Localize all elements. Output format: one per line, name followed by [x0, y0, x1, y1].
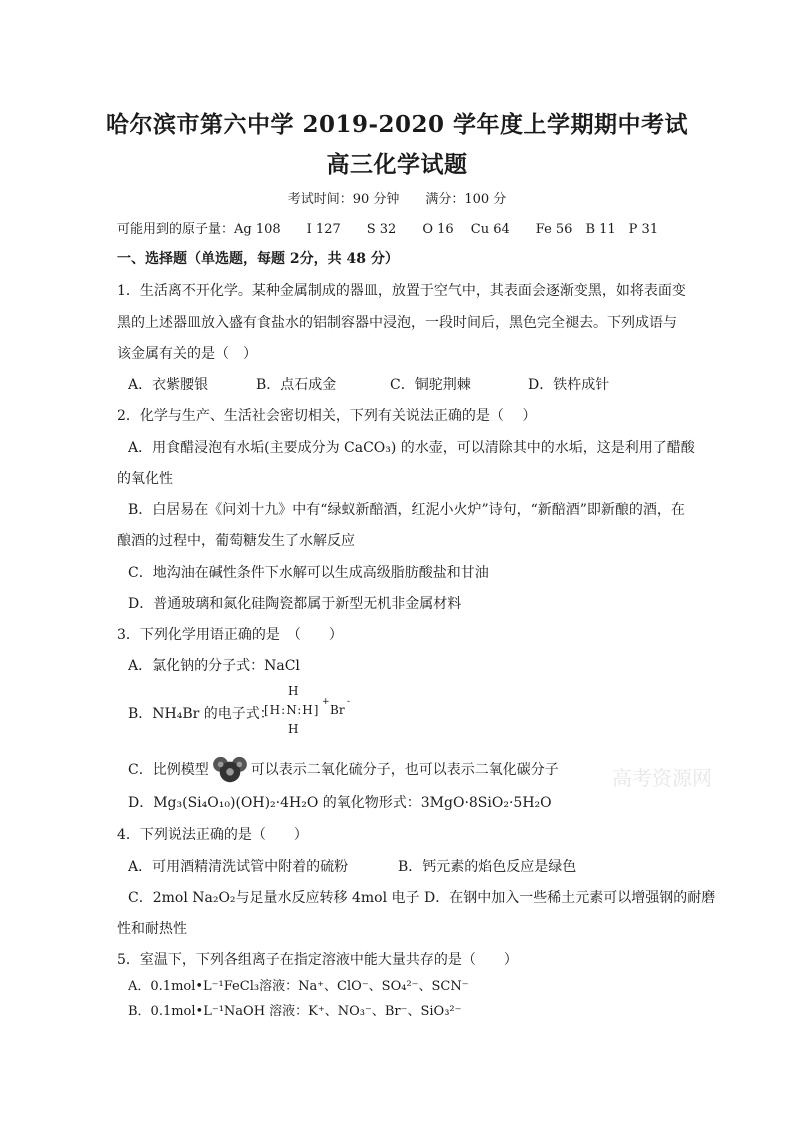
q4-option-b: B．钙元素的焰色反应是绿色	[398, 859, 577, 875]
atomic-masses: 可能用到的原子量：Ag 108 I 127 S 32 O 16 Cu 64 Fe 56 B 11 P 31	[117, 222, 659, 237]
q3-option-c-suffix: 可以表示二氧化硫分子，也可以表示二氧化碳分子	[250, 762, 559, 778]
q2-option-c: C．地沟油在碱性条件下水解可以生成高级脂肪酸盐和甘油	[128, 565, 489, 581]
q5-option-b: B．0.1mol•L⁻¹NaOH 溶液：K⁺、NO₃⁻、Br⁻、SiO₃²⁻	[128, 1004, 462, 1019]
q2-option-a-line2: 的氧化性	[117, 471, 173, 487]
q2-option-a-line1: A．用食醋浸泡有水垢(主要成分为 CaCO₃) 的水壶，可以清除其中的水垢，这是利用了醋酸	[128, 440, 695, 456]
space-filling-model-icon	[211, 755, 249, 785]
q3-stem: 3．下列化学用语正确的是 （ ）	[117, 627, 343, 643]
watermark: 高考资源网	[612, 766, 712, 790]
q2-stem: 2．化学与生产、生活社会密切相关，下列有关说法正确的是（ ）	[117, 408, 537, 424]
q3-option-b	[128, 703, 274, 723]
q4-option-d-line2: 性和耐热性	[117, 921, 187, 937]
q3-option-b-label: B．NH₄Br 的电子式：	[128, 706, 274, 722]
q4-stem: 4．下列说法正确的是（ ）	[117, 827, 308, 843]
q1-stem-line2: 黑的上述器皿放入盛有食盐水的铝制容器中浸泡，一段时间后，黑色完全褪去。下列成语与	[117, 315, 677, 331]
nh4br-electron-formula	[258, 684, 358, 738]
exam-title-line1: 哈尔滨市第六中学 2019-2020 学年度上学期期中考试	[105, 111, 689, 138]
q1-stem-line3: 该金属有关的是（ ）	[117, 346, 257, 362]
section-heading: 一、选择题（单选题，每题 2分，共 48 分）	[117, 251, 399, 267]
q1-option-a: A．衣紫腰银	[128, 377, 209, 393]
q4-option-c-d: C．2mol Na₂O₂与足量水反应转移 4mol 电子 D．在钢中加入一些稀土元素可以增强钢的耐磨	[128, 890, 716, 906]
q5-option-a: A．0.1mol•L⁻¹FeCl₃溶液：Na⁺、ClO⁻、SO₄²⁻、SCN⁻	[128, 979, 469, 994]
exam-title-line2: 高三化学试题	[326, 151, 468, 178]
q5-stem: 5．室温下，下列各组离子在指定溶液中能大量共存的是（ ）	[117, 952, 518, 968]
q1-option-c: C．铜驼荆棘	[390, 377, 471, 393]
q3-option-a: A．氯化钠的分子式：NaCl	[128, 658, 300, 674]
exam-info: 考试时间：90 分钟 满分：100 分	[287, 192, 507, 207]
formula-br: Br	[330, 703, 345, 717]
q1-option-d: D．铁杵成针	[528, 377, 610, 393]
q3-option-c-prefix: C．比例模型	[128, 762, 209, 778]
q4-option-a: A．可用酒精清洗试管中附着的硫粉	[128, 859, 349, 875]
q2-option-b-line1: B．白居易在《问刘十九》中有“绿蚁新醅酒，红泥小火炉”诗句，“新醅酒”即新酿的酒，在	[128, 502, 685, 518]
formula-h-top: H	[288, 684, 299, 698]
formula-plus: +	[322, 697, 330, 707]
formula-core: [H:N:H]	[264, 703, 320, 717]
q1-stem-line1: 1．生活离不开化学。某种金属制成的器皿，放置于空气中，其表面会逐渐变黑，如将表面变	[117, 283, 686, 299]
q2-option-b-line2: 酿酒的过程中，葡萄糖发生了水解反应	[117, 533, 355, 549]
q3-option-d: D．Mg₃(Si₄O₁₀)(OH)₂·4H₂O 的氧化物形式：3MgO·8SiO₂·5H₂O	[128, 795, 552, 811]
formula-h-bottom: H	[288, 722, 299, 736]
q1-option-b: B．点石成金	[256, 377, 337, 393]
formula-minus: -	[347, 697, 351, 707]
q2-option-d: D．普通玻璃和氮化硅陶瓷都属于新型无机非金属材料	[128, 596, 462, 612]
q3-option-c	[128, 755, 559, 785]
